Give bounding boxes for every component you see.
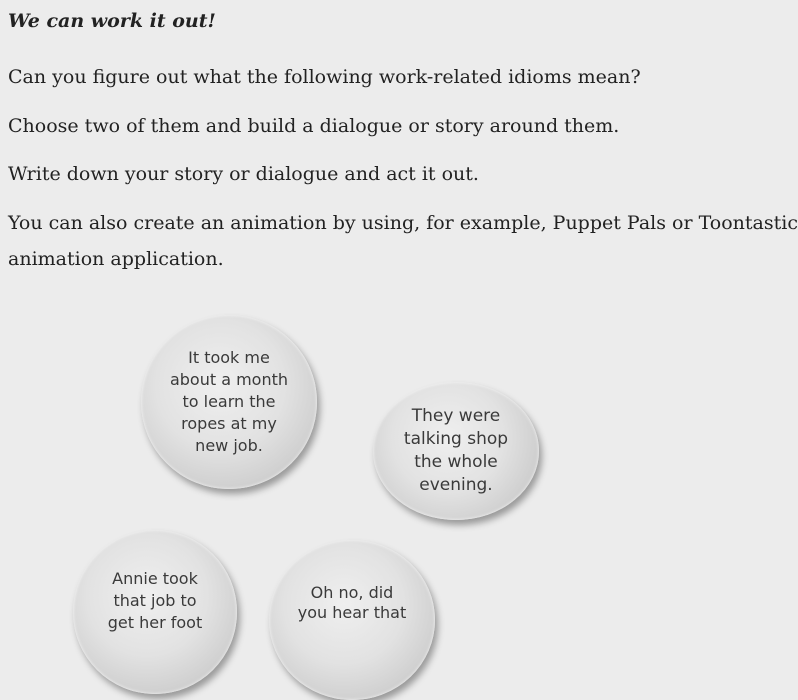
idiom-bubble-text: Annie took that job to get her foot — [107, 569, 203, 632]
idiom-bubble-text: It took me about a month to learn the ropes at my new job. — [169, 348, 289, 455]
instruction-paragraph: Write down your story or dialogue and act it out. — [8, 163, 479, 185]
page-heading: We can work it out! — [8, 10, 216, 32]
idiom-bubble-did-you-hear — [269, 540, 435, 700]
idiom-bubble-learn-the-ropes — [141, 315, 317, 489]
idiom-bubble-talking-shop — [373, 382, 539, 520]
instruction-paragraph: Can you figure out what the following work-related idioms mean? — [8, 66, 641, 88]
instruction-paragraph-continued: animation application. — [8, 248, 224, 270]
idiom-bubble-text: Oh no, did you hear that — [297, 583, 407, 622]
idiom-bubble-text: They were talking shop the whole evening. — [403, 406, 509, 495]
instruction-paragraph: You can also create an animation by using, for example, Puppet Pals or Toontastic — [8, 212, 798, 234]
instruction-paragraph: Choose two of them and build a dialogue or story around them. — [8, 115, 620, 137]
idiom-bubble-foot-in-the-door — [73, 530, 237, 694]
